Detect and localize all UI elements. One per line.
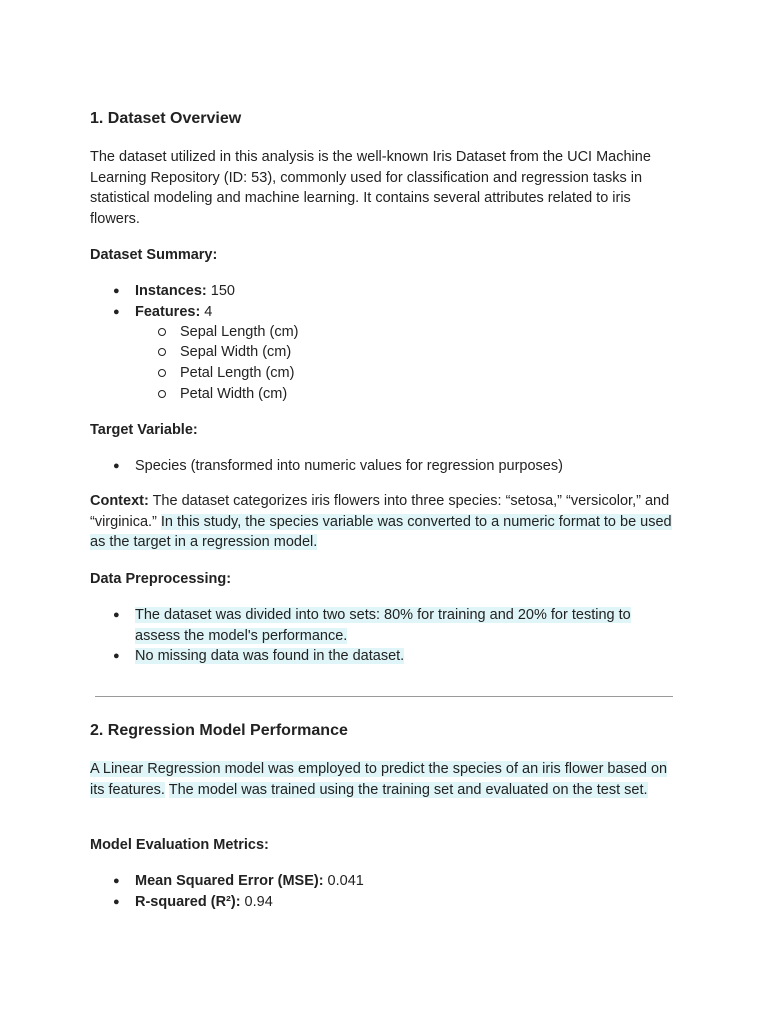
hollow-bullet-icon xyxy=(158,390,166,398)
bullet-icon: ● xyxy=(113,875,120,887)
feature-label: Petal Width (cm) xyxy=(180,386,288,402)
list-item-preprocessing xyxy=(113,646,405,667)
mse-value: 0.041 xyxy=(323,873,364,889)
section-1-heading: 1. Dataset Overview xyxy=(90,110,242,127)
model-metrics-heading: Model Evaluation Metrics: xyxy=(90,837,269,853)
features-label: Features: xyxy=(135,304,201,320)
feature-label: Sepal Length (cm) xyxy=(180,324,299,340)
bullet-icon: ● xyxy=(113,896,120,908)
feature-item xyxy=(180,322,298,343)
list-item-preprocessing xyxy=(113,605,665,646)
list-item-instances xyxy=(113,281,235,302)
data-preprocessing-heading: Data Preprocessing: xyxy=(90,571,232,587)
section-2-heading: 2. Regression Model Performance xyxy=(90,722,348,739)
features-value: 4 xyxy=(200,304,213,320)
list-item-features xyxy=(113,302,213,323)
context-text: The dataset categorizes iris flowers into three species: “setosa,” “versicolor,” and “virginica.” xyxy=(90,493,670,530)
section-2-intro xyxy=(90,759,674,800)
context-highlight: In this study, the species variable was converted to a numeric format to be used as the target in a regression model. xyxy=(90,513,672,550)
context-paragraph xyxy=(90,491,674,553)
dataset-summary-heading: Dataset Summary: xyxy=(90,247,218,263)
target-item-text: Species (transformed into numeric values for regression purposes) xyxy=(135,458,563,474)
r2-value: 0.94 xyxy=(240,894,273,910)
bullet-icon: ● xyxy=(113,460,120,472)
hollow-bullet-icon xyxy=(158,348,166,356)
bullet-icon: ● xyxy=(113,609,120,621)
mse-label: Mean Squared Error (MSE): xyxy=(135,873,324,889)
feature-label: Sepal Width (cm) xyxy=(180,344,292,360)
section-1-intro: The dataset utilized in this analysis is the well-known Iris Dataset from the UCI Machine Learning Repository (ID: 53), commonly used for classification and regression tasks in statistical modeling and machine learning. It contains several attributes related to iris flowers. xyxy=(90,149,651,227)
list-item-target xyxy=(113,456,563,477)
bullet-icon: ● xyxy=(113,650,120,662)
bullet-icon: ● xyxy=(113,306,120,318)
list-item-mse xyxy=(113,871,364,892)
instances-label: Instances: xyxy=(135,283,207,299)
section-2-highlight-1: A Linear Regression model was employed to predict the species of an iris flower based on its features. xyxy=(90,761,668,798)
hollow-bullet-icon xyxy=(158,328,166,336)
section-2-highlight-2: The model was trained using the training set and evaluated on the test set. xyxy=(168,781,648,798)
list-item-r2 xyxy=(113,892,273,913)
feature-item xyxy=(180,384,287,405)
feature-label: Petal Length (cm) xyxy=(180,365,295,381)
horizontal-divider xyxy=(95,696,673,697)
feature-item xyxy=(180,342,291,363)
hollow-bullet-icon xyxy=(158,369,166,377)
preprocessing-text: The dataset was divided into two sets: 80% for training and 20% for testing to assess the model's performance. xyxy=(135,607,631,644)
feature-item xyxy=(180,363,294,384)
r2-label: R-squared (R²): xyxy=(135,894,241,910)
instances-value: 150 xyxy=(206,283,235,299)
bullet-icon: ● xyxy=(113,285,120,297)
preprocessing-text: No missing data was found in the dataset. xyxy=(135,648,405,664)
context-label: Context: xyxy=(90,493,149,509)
target-variable-heading: Target Variable: xyxy=(90,422,198,438)
